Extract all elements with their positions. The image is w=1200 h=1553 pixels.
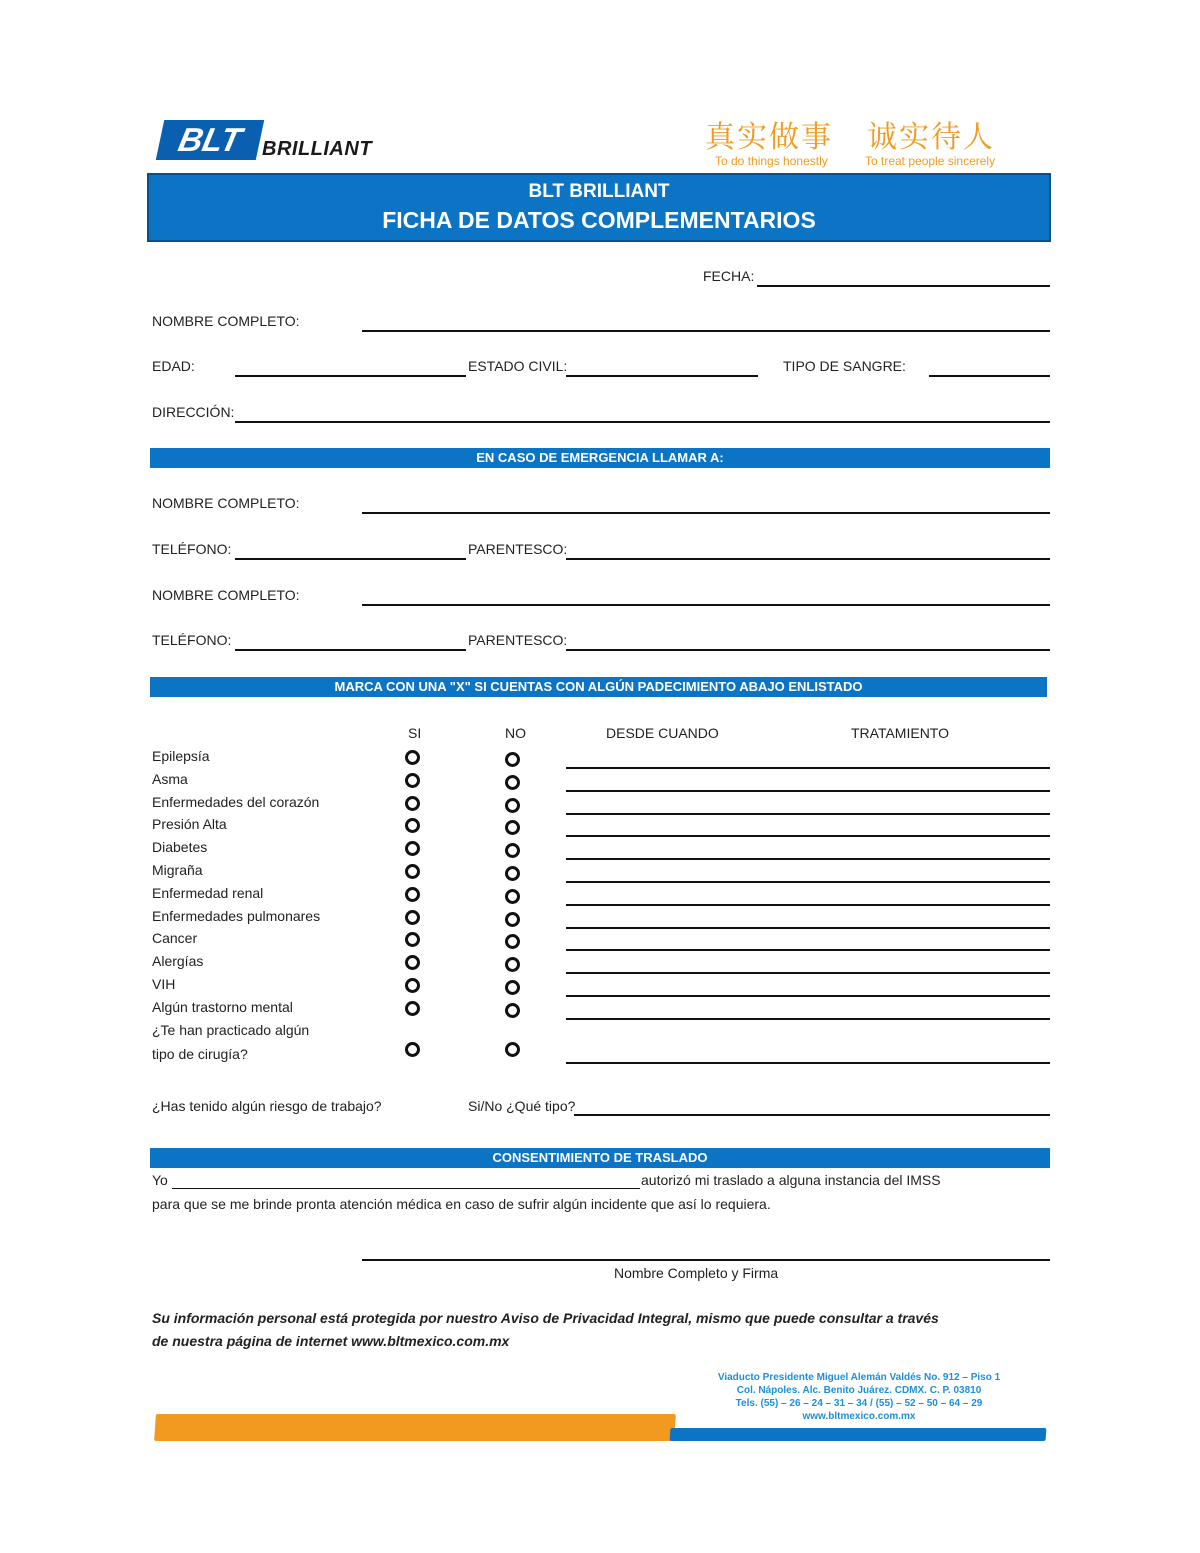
emergency-parentesco-2-field[interactable] <box>566 649 1050 651</box>
logo-word: BRILLIANT <box>262 138 373 160</box>
condition-no-radio[interactable] <box>505 934 520 949</box>
nombre-field[interactable] <box>362 330 1050 332</box>
condition-detail-field[interactable] <box>566 995 1050 997</box>
emergency-parentesco-1-label: PARENTESCO: <box>468 541 568 557</box>
condition-si-radio[interactable] <box>405 864 420 879</box>
emergency-nombre-2-label: NOMBRE COMPLETO: <box>152 587 300 603</box>
col-si-header: SI <box>408 725 422 741</box>
direccion-label: DIRECCIÓN: <box>152 404 235 420</box>
surgery-label-line2: tipo de cirugía? <box>152 1046 248 1062</box>
tipo-sangre-label: TIPO DE SANGRE: <box>783 358 906 374</box>
slogan <box>705 112 1005 172</box>
riesgo-tipo-label: Si/No ¿Qué tipo? <box>468 1098 576 1114</box>
privacy-line1: Su información personal está protegida por nuestro Aviso de Privacidad Integral, mismo que puede consultar a través <box>152 1310 939 1326</box>
condition-no-radio[interactable] <box>505 1003 520 1018</box>
footer-addr-1: Viaducto Presidente Miguel Alemán Valdés No. 912 – Piso 1 <box>717 1372 1001 1383</box>
condition-label: Epilepsía <box>152 748 210 764</box>
slogan-en-2: To treat people sincerely <box>865 154 996 168</box>
condition-no-radio[interactable] <box>505 889 520 904</box>
condition-label: Enfermedades pulmonares <box>152 907 321 924</box>
condition-si-radio[interactable] <box>405 955 420 970</box>
condition-no-radio[interactable] <box>505 798 520 813</box>
condition-si-radio[interactable] <box>405 773 420 788</box>
condition-detail-field[interactable] <box>566 767 1050 769</box>
col-tratamiento-header: TRATAMIENTO <box>851 725 949 741</box>
surgery-detail-field[interactable] <box>566 1062 1050 1064</box>
riesgo-tipo-field[interactable] <box>574 1114 1050 1116</box>
condition-label: VIH <box>152 976 176 992</box>
signature-label: Nombre Completo y Firma <box>614 1265 779 1281</box>
condition-detail-field[interactable] <box>566 949 1050 951</box>
condition-detail-field[interactable] <box>566 813 1050 815</box>
condition-no-radio[interactable] <box>505 752 520 767</box>
consent-header: CONSENTIMIENTO DE TRASLADO <box>150 1148 1050 1168</box>
privacy-line2: de nuestra página de internet www.bltmexico.com.mx <box>152 1333 510 1349</box>
emergency-parentesco-1-field[interactable] <box>566 558 1050 560</box>
edad-field[interactable] <box>235 375 466 377</box>
emergency-nombre-1-label: NOMBRE COMPLETO: <box>152 495 300 511</box>
consent-line2: para que se me brinde pronta atención médica en caso de sufrir algún incidente que así lo requiera. <box>152 1196 771 1212</box>
condition-no-radio[interactable] <box>505 912 520 927</box>
condition-si-radio[interactable] <box>405 796 420 811</box>
condition-si-radio[interactable] <box>405 910 420 925</box>
surgery-si-radio[interactable] <box>405 1042 420 1057</box>
emergency-telefono-2-label: TELÉFONO: <box>152 632 232 648</box>
emergency-telefono-2-field[interactable] <box>235 649 466 651</box>
slogan-cn-2: 诚实待人 <box>867 120 995 155</box>
footer-stripe-blue <box>670 1428 1047 1441</box>
conditions-header: MARCA CON UNA "X" SI CUENTAS CON ALGÚN PADECIMIENTO ABAJO ENLISTADO <box>150 677 1047 697</box>
condition-no-radio[interactable] <box>505 843 520 858</box>
col-no-header: NO <box>505 725 526 741</box>
consent-line1: autorizó mi traslado a alguna instancia del IMSS <box>641 1172 941 1188</box>
consent-name-field[interactable] <box>172 1188 640 1189</box>
estado-civil-field[interactable] <box>566 375 758 377</box>
condition-label: Migraña <box>152 862 203 878</box>
condition-detail-field[interactable] <box>566 835 1050 837</box>
footer-address <box>700 1371 1018 1423</box>
condition-label: Algún trastorno mental <box>152 998 293 1015</box>
page-title: FICHA DE DATOS COMPLEMENTARIOS <box>382 207 816 233</box>
slogan-en-1: To do things honestly <box>715 154 828 168</box>
condition-si-radio[interactable] <box>405 841 420 856</box>
emergency-telefono-1-label: TELÉFONO: <box>152 541 232 557</box>
condition-si-radio[interactable] <box>405 818 420 833</box>
company-name: BLT BRILLIANT <box>528 181 670 202</box>
fecha-label: FECHA: <box>703 268 755 284</box>
emergency-nombre-2-field[interactable] <box>362 604 1050 606</box>
condition-no-radio[interactable] <box>505 957 520 972</box>
emergency-header: EN CASO DE EMERGENCIA LLAMAR A: <box>150 448 1050 468</box>
condition-detail-field[interactable] <box>566 927 1050 929</box>
nombre-label: NOMBRE COMPLETO: <box>152 313 300 329</box>
col-desde-header: DESDE CUANDO <box>606 725 719 741</box>
footer-stripe-orange <box>154 1414 676 1441</box>
condition-label: Enfermedad renal <box>152 884 264 901</box>
condition-detail-field[interactable] <box>566 972 1050 974</box>
condition-no-radio[interactable] <box>505 980 520 995</box>
condition-label: Alergías <box>152 953 204 970</box>
emergency-telefono-1-field[interactable] <box>235 558 466 560</box>
condition-label: Asma <box>152 770 188 787</box>
condition-label: Cancer <box>152 930 198 947</box>
condition-no-radio[interactable] <box>505 775 520 790</box>
edad-label: EDAD: <box>152 358 195 374</box>
footer-addr-4: www.bltmexico.com.mx <box>802 1411 916 1422</box>
consent-yo: Yo <box>152 1172 168 1188</box>
company-logo <box>160 118 400 168</box>
condition-detail-field[interactable] <box>566 858 1050 860</box>
condition-si-radio[interactable] <box>405 1001 420 1016</box>
signature-field[interactable] <box>362 1259 1050 1261</box>
condition-si-radio[interactable] <box>405 750 420 765</box>
condition-label: Enfermedades del corazón <box>152 793 320 810</box>
condition-detail-field[interactable] <box>566 881 1050 883</box>
condition-si-radio[interactable] <box>405 978 420 993</box>
direccion-field[interactable] <box>235 421 1050 423</box>
footer-addr-3: Tels. (55) – 26 – 24 – 31 – 34 / (55) – 52 – 50 – 64 – 29 <box>735 1398 983 1409</box>
footer-addr-2: Col. Nápoles. Alc. Benito Juárez. CDMX. C. P. 03810 <box>736 1385 982 1396</box>
emergency-parentesco-2-label: PARENTESCO: <box>468 632 568 648</box>
fecha-field[interactable] <box>757 285 1050 287</box>
title-band <box>147 173 1051 242</box>
riesgo-question: ¿Has tenido algún riesgo de trabajo? <box>152 1098 382 1114</box>
condition-si-radio[interactable] <box>405 932 420 947</box>
surgery-no-radio[interactable] <box>505 1042 520 1057</box>
slogan-cn-1: 真实做事 <box>705 120 833 155</box>
emergency-nombre-1-field[interactable] <box>362 512 1050 514</box>
condition-no-radio[interactable] <box>505 866 520 881</box>
condition-label: Diabetes <box>152 839 208 856</box>
condition-label: Presión Alta <box>152 816 227 833</box>
condition-detail-field[interactable] <box>566 904 1050 906</box>
estado-civil-label: ESTADO CIVIL: <box>468 358 568 374</box>
surgery-label-line1: ¿Te han practicado algún <box>152 1022 310 1038</box>
condition-no-radio[interactable] <box>505 820 520 835</box>
condition-detail-field[interactable] <box>566 790 1050 792</box>
logo-mark: BLT <box>156 120 265 160</box>
tipo-sangre-field[interactable] <box>929 375 1050 377</box>
condition-detail-field[interactable] <box>566 1018 1050 1020</box>
condition-si-radio[interactable] <box>405 887 420 902</box>
